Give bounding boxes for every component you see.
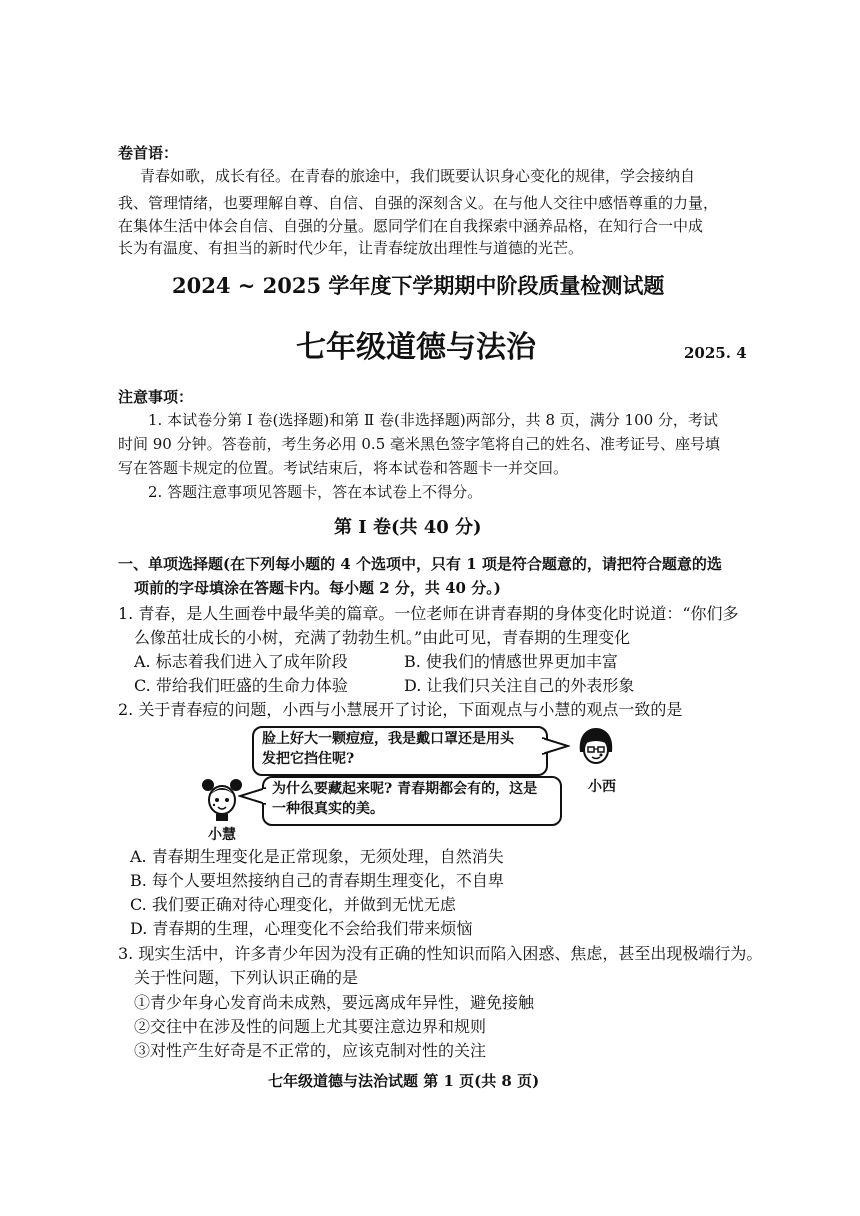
- q2-option-d: D. 青春期的生理，心理变化不会给我们带来烦恼: [130, 919, 473, 938]
- q3-stem-line-1: 3. 现实生活中，许多青少年因为没有正确的性知识而陷入困惑、焦虑，甚至出现极端行为。: [118, 944, 763, 963]
- preface-line-1: 青春如歌，成长有径。在青春的旅途中，我们既要认识身心变化的规律，学会接纳自: [140, 167, 696, 185]
- page-footer: 七年级道德与法治试题 第 1 页(共 8 页): [268, 1072, 540, 1090]
- q2-option-c: C. 我们要正确对待心理变化，并做到无忧无虑: [130, 895, 456, 914]
- q3-stem-line-2: 关于性问题，下列认识正确的是: [134, 968, 359, 987]
- q1-option-b: B. 使我们的情感世界更加丰富: [404, 652, 618, 671]
- part1-title: 第 Ⅰ 卷(共 40 分): [334, 517, 482, 538]
- preface-line-3: 在集体生活中体会自信、自强的分量。愿同学们在自我探索中涵养品格，在知行合一中成: [118, 217, 704, 235]
- q3-item-3: ③对性产生好奇是不正常的，应该克制对性的关注: [134, 1041, 487, 1060]
- exam-header: 2024 ~ 2025 学年度下学期期中阶段质量检测试题: [172, 273, 665, 298]
- xiaoxi-name: 小西: [588, 779, 616, 795]
- notes-line-1: 1. 本试卷分第 Ⅰ 卷(选择题)和第 Ⅱ 卷(非选择题)两部分，共 8 页，满分 100 分，考试: [148, 411, 718, 429]
- section-instruction-line-1: 一、单项选择题(在下列每小题的 4 个选项中，只有 1 项是符合题意的，请把符合题意的选: [118, 555, 722, 573]
- preface-line-2: 我、管理情绪，也要理解自尊、自信、自强的深刻含义。在与他人交往中感悟尊重的力量，: [118, 194, 719, 212]
- notes-line-2: 时间 90 分钟。答卷前，考生务必用 0.5 毫米黑色签字笔将自己的姓名、准考证号、座号填: [118, 435, 721, 453]
- q2-option-b: B. 每个人要坦然接纳自己的青春期生理变化，不自卑: [130, 871, 504, 890]
- q1-option-d: D. 让我们只关注自己的外表形象: [404, 676, 635, 695]
- xiaoxi-avatar: [576, 726, 616, 770]
- q1-stem-line-2: 么像茁壮成长的小树，充满了勃勃生机。”由此可见，青春期的生理变化: [134, 628, 631, 647]
- xiaohui-avatar: [200, 776, 244, 822]
- xiaohui-line-2: 一种很真实的美。: [272, 801, 384, 817]
- xiaoxi-bubble-tail: [542, 736, 570, 758]
- notes-line-4: 2. 答题注意事项见答题卡，答在本试卷上不得分。: [148, 483, 483, 501]
- q3-item-1: ①青少年身心发育尚未成熟，要远离成年异性，避免接触: [134, 993, 535, 1012]
- xiaohui-name: 小慧: [208, 827, 236, 843]
- q3-item-2: ②交往中在涉及性的问题上尤其要注意边界和规则: [134, 1017, 487, 1036]
- preface-title: 卷首语：: [118, 144, 179, 162]
- q1-option-a: A. 标志着我们进入了成年阶段: [134, 652, 348, 671]
- xiaoxi-line-1: 脸上好大一颗痘痘，我是戴口罩还是用头: [262, 731, 514, 747]
- xiaoxi-line-2: 发把它挡住呢?: [262, 751, 355, 767]
- preface-line-4: 长为有温度、有担当的新时代少年，让青春绽放出理性与道德的光芒。: [118, 239, 584, 257]
- notes-line-3: 写在答题卡规定的位置。考试结束后，将本试卷和答题卡一并交回。: [118, 459, 569, 477]
- exam-title: 七年级道德与法治: [296, 330, 536, 365]
- exam-date: 2025. 4: [684, 344, 747, 362]
- q2-option-a: A. 青春期生理变化是正常现象，无须处理，自然消失: [130, 847, 504, 866]
- q1-option-c: C. 带给我们旺盛的生命力体验: [134, 676, 348, 695]
- xiaohui-line-1: 为什么要藏起来呢? 青春期都会有的，这是: [272, 781, 538, 797]
- q1-stem-line-1: 1. 青春，是人生画卷中最华美的篇章。一位老师在讲青春期的身体变化时说道：“你们多: [118, 604, 739, 623]
- notes-title: 注意事项：: [118, 388, 194, 406]
- section-instruction-line-2: 项前的字母填涂在答题卡内。每小题 2 分，共 40 分。): [134, 579, 501, 597]
- q2-stem: 2. 关于青春痘的问题，小西与小慧展开了讨论，下面观点与小慧的观点一致的是: [118, 700, 683, 719]
